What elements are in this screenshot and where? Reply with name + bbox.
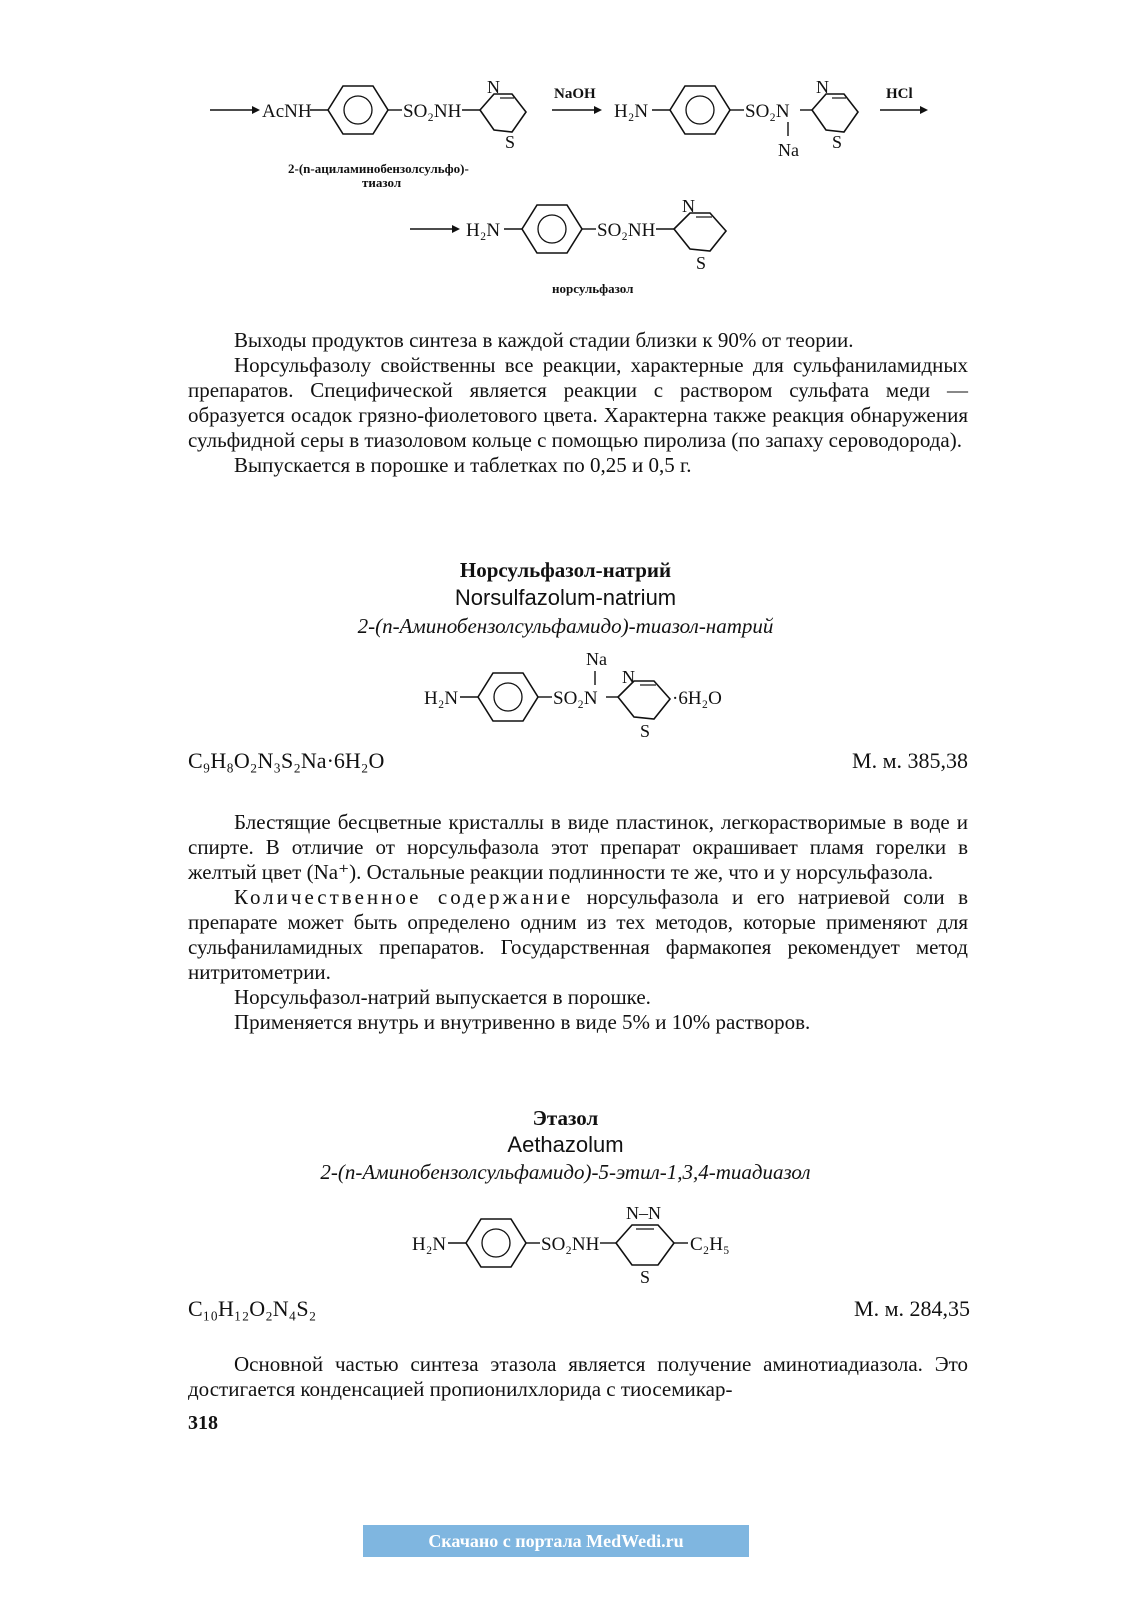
n-atom: N bbox=[622, 667, 635, 687]
molecular-formula: C₉H₈O₂N₃S₂Na·6H₂O bbox=[188, 748, 385, 773]
intermediate-label-line2: тиазол bbox=[362, 175, 402, 190]
water-label: ·6H₂O bbox=[672, 688, 722, 709]
acnh-label: AcNH bbox=[262, 101, 312, 122]
chemical-name: 2-(n-Аминобензолсульфамидо)-5-этил-1,3,4-тиадиазол bbox=[320, 1160, 811, 1184]
h2n-label: H₂N bbox=[412, 1234, 447, 1255]
paragraph: Норсульфазол-натрий выпускается в порошке. bbox=[234, 985, 651, 1009]
arrow-icon bbox=[410, 225, 460, 233]
paragraph: Выпускается в порошке и таблетках по 0,25 и 0,5 г. bbox=[234, 453, 692, 477]
spaced-emphasis: Количественное содержание bbox=[234, 885, 574, 909]
nn-atoms: N–N bbox=[626, 1203, 661, 1223]
arrow-icon bbox=[552, 106, 602, 114]
intermediate-label-line1: 2-(n-ациламинобензолсульфо)- bbox=[288, 161, 469, 176]
paragraph: Блестящие бесцветные кристаллы в виде пластинок, легкорастворимые в воде и спирте. В отличие от норсульфазола этот препарат окрашивает пламя горелки в желтый цвет (Na⁺). Остальные реакции подлинности те же, что и у норсульфазола. bbox=[188, 810, 968, 884]
structure-aethazolum bbox=[400, 1195, 800, 1295]
molecular-formula: C₁₀H₁₂O₂N₄S₂ bbox=[188, 1296, 317, 1321]
s-atom: S bbox=[505, 132, 516, 152]
n-atom: N bbox=[816, 77, 829, 97]
s-atom: S bbox=[640, 721, 651, 741]
benzene-ring-icon bbox=[670, 86, 730, 134]
h2n-label: H₂N bbox=[424, 688, 459, 709]
hcl-reagent: HCl bbox=[886, 86, 913, 102]
so2n-label: SO₂N bbox=[745, 101, 790, 122]
n-atom: N bbox=[682, 196, 695, 216]
download-banner[interactable]: Скачано с портала MedWedi.ru bbox=[363, 1525, 749, 1557]
molecular-mass: М. м. 284,35 bbox=[854, 1296, 970, 1321]
text-block-1 bbox=[188, 328, 968, 478]
na-atom: Na bbox=[586, 649, 607, 669]
text-block-2 bbox=[188, 810, 968, 1035]
paragraph-rest: норсульфазола и его натриевой соли в препарате может быть определено одним из тех методов, которые применяют для сульфаниламидных препаратов. Государственная фармакопея рекомендует метод нитритометрии. bbox=[188, 885, 968, 984]
text-block-3 bbox=[188, 1352, 968, 1402]
paragraph: Применяется внутрь и внутривенно в виде 5% и 10% растворов. bbox=[234, 1010, 811, 1034]
paragraph bbox=[188, 885, 968, 985]
naoh-reagent: NaOH bbox=[554, 86, 596, 102]
thiazole-ring-icon bbox=[674, 213, 726, 251]
reaction-scheme bbox=[0, 60, 1131, 310]
so2nh-label: SO₂NH bbox=[403, 101, 462, 122]
paragraph: Норсульфазолу свойственны все реакции, характерные для сульфаниламидных препаратов. Специфической является реакции с раствором сульфата меди — образуется осадок грязно-фиолетового цвета. Характерна также реакция обнаружения сульфидной серы в тиазоловом кольце с помощью пиролиза (по запаху сероводорода). bbox=[188, 353, 968, 452]
s-atom: S bbox=[640, 1267, 651, 1287]
na-atom: Na bbox=[778, 140, 799, 160]
product-label: норсульфазол bbox=[552, 281, 634, 296]
page-number: 318 bbox=[188, 1412, 218, 1434]
thiazole-ring-icon bbox=[812, 94, 858, 132]
benzene-ring-icon bbox=[522, 205, 582, 253]
arrow-icon bbox=[210, 106, 260, 114]
section-title: Этазол bbox=[532, 1106, 599, 1130]
thiadiazole-ring-icon bbox=[616, 1225, 674, 1265]
latin-name: Aethazolum bbox=[507, 1132, 624, 1157]
benzene-ring-icon bbox=[466, 1219, 526, 1267]
structure-norsulfazol-natrium bbox=[400, 645, 760, 745]
molecular-mass: М. м. 385,38 bbox=[852, 748, 968, 773]
s-atom: S bbox=[832, 132, 843, 152]
chemical-name: 2-(n-Аминобензолсульфамидо)-тиазол-натрий bbox=[357, 614, 774, 638]
h2n-label: H₂N bbox=[614, 101, 649, 122]
so2nh-label: SO₂NH bbox=[597, 220, 656, 241]
benzene-ring-icon bbox=[328, 86, 388, 134]
paragraph: Выходы продуктов синтеза в каждой стадии близки к 90% от теории. bbox=[234, 328, 854, 352]
so2nh-label: SO₂NH bbox=[541, 1234, 600, 1255]
benzene-ring-icon bbox=[478, 673, 538, 721]
paragraph: Основной частью синтеза этазола является получение аминотиадиазола. Это достигается конденсацией пропионилхлорида с тиосемикар- bbox=[188, 1352, 968, 1401]
s-atom: S bbox=[696, 253, 707, 273]
so2n-label: SO₂N bbox=[553, 688, 598, 709]
section-title: Норсульфазол-натрий bbox=[459, 558, 672, 582]
latin-name: Norsulfazolum-natrium bbox=[454, 585, 677, 610]
thiazole-ring-icon bbox=[480, 94, 526, 132]
n-atom: N bbox=[487, 77, 500, 97]
h2n-label: H₂N bbox=[466, 220, 501, 241]
arrow-icon bbox=[880, 106, 928, 114]
c2h5-label: C₂H₅ bbox=[690, 1234, 730, 1255]
